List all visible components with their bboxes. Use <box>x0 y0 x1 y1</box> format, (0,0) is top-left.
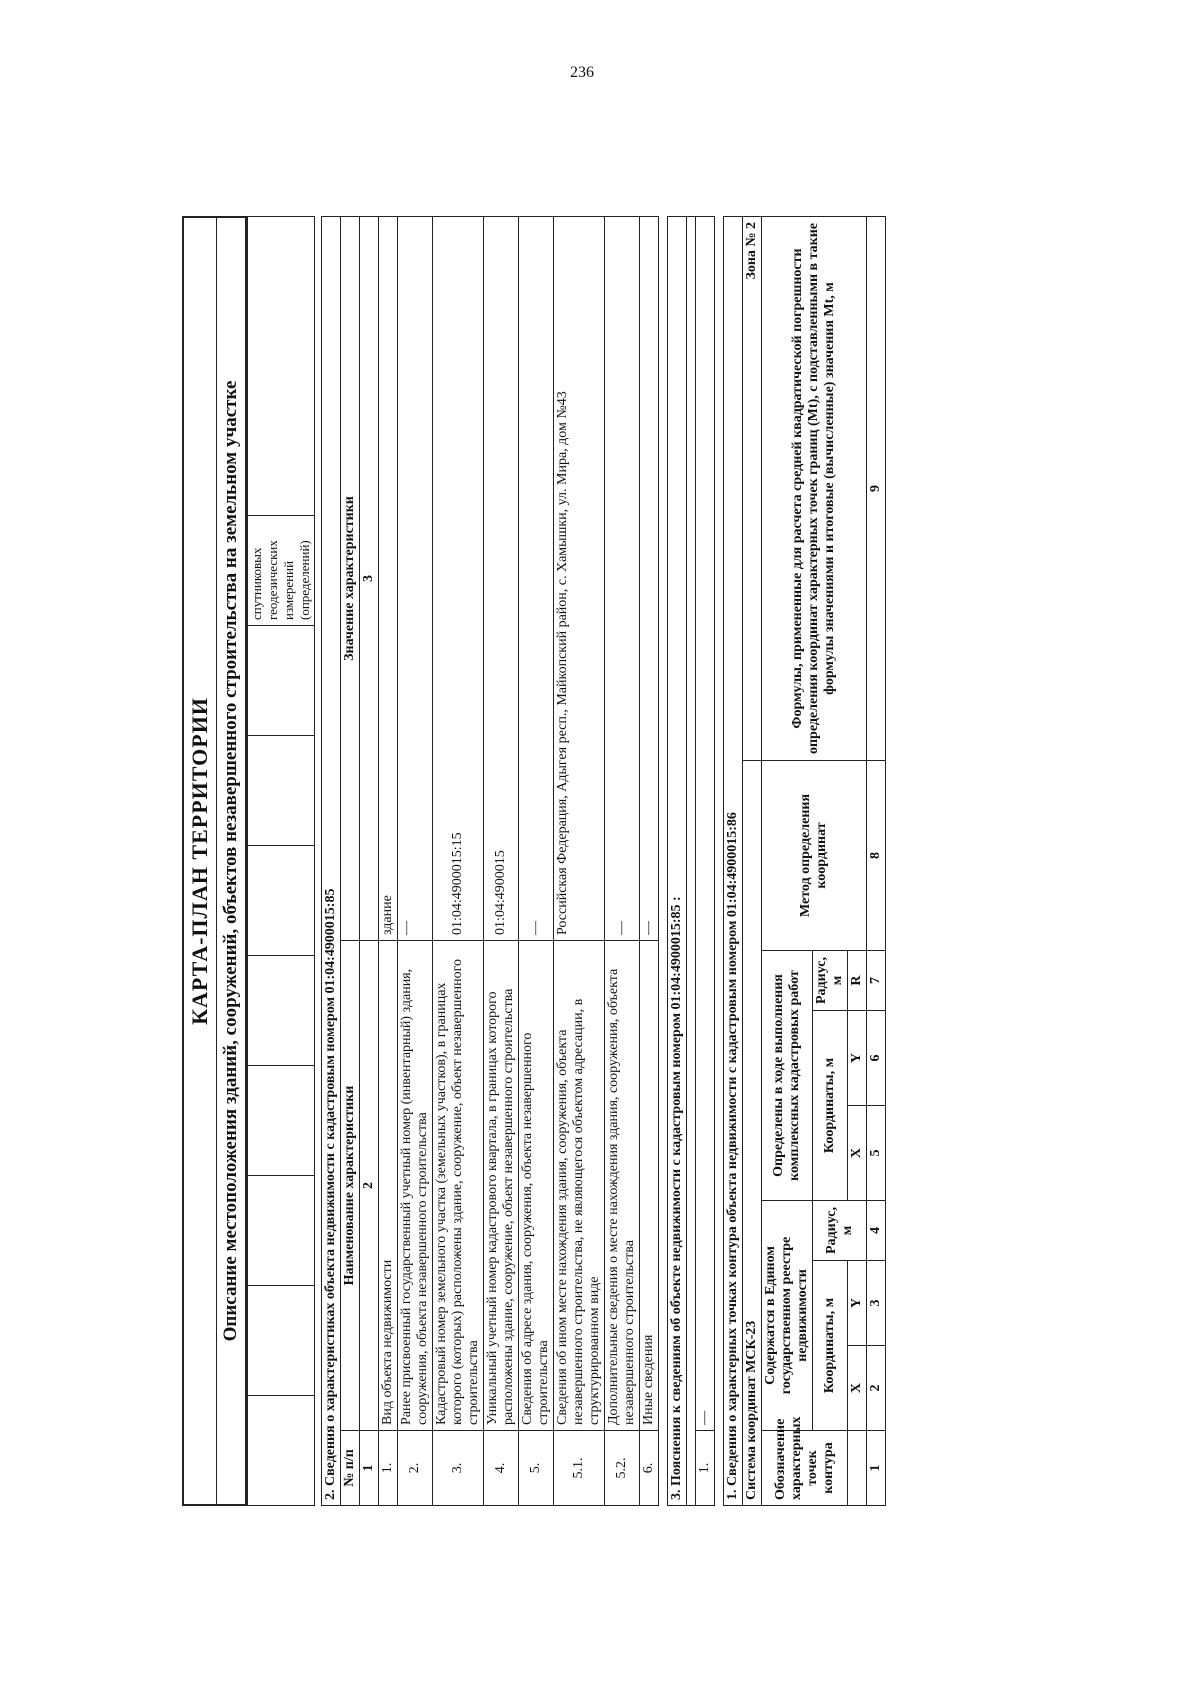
section2-heading: 2. Сведения о характеристиках объекта недвижимости с кадастровым номером 01:04:4900015:85 <box>322 217 341 1506</box>
row-num: 5. <box>519 1431 554 1506</box>
col-number: 4 <box>867 1201 886 1261</box>
table-row <box>605 217 640 1506</box>
characteristics-table <box>321 216 659 1506</box>
document-title: КАРТА-ПЛАН ТЕРРИТОРИИ <box>183 217 217 1505</box>
table-row <box>433 217 484 1506</box>
row-name: Кадастровый номер земельного участка (земельных участков), в границах которого (которых) расположены здание, сооружение, объект незавершенного строительства <box>433 941 484 1431</box>
row-num: 1. <box>696 1431 715 1506</box>
section1b-heading: 1. Сведения о характерных точках контура объекта недвижимости с кадастровым номером 01:04:4900015:86 <box>724 217 743 1506</box>
col-number: 8 <box>867 761 886 951</box>
col-number: 2 <box>867 1346 886 1431</box>
coordinate-system: Система координат МСК-23 <box>743 761 762 1506</box>
col-header-num: № п/п <box>341 1431 360 1506</box>
row-name: Сведения об адресе здания, сооружения, объекта незавершенного строительства <box>519 941 554 1431</box>
row-name: Вид объекта недвижимости <box>379 941 398 1431</box>
table-row <box>484 217 519 1506</box>
row-num: 4. <box>484 1431 519 1506</box>
points-table <box>723 216 886 1506</box>
row-num: 3. <box>433 1431 484 1506</box>
header-radius: Радиус, м <box>813 1201 867 1261</box>
table-row <box>696 217 715 1506</box>
header-complex: Определены в ходе выполнения комплексных кадастровых работ <box>762 951 813 1201</box>
col-number: 1 <box>867 1431 886 1506</box>
row-name: Сведения об ином месте нахождения здания, сооружения, объекта незавершенного строительства, не являющегося объектом адресации, в структурированном виде <box>554 941 605 1431</box>
row-value: — <box>519 217 554 941</box>
table-row <box>519 217 554 1506</box>
row-name: Уникальный учетный номер кадастрового квартала, в границах которого расположены здание, сооружение, объект незавершенного строительства <box>484 941 519 1431</box>
document-subtitle: Описание местоположения зданий, сооружений, объектов незавершенного строительства на земельном участке <box>217 217 247 1505</box>
row-value: — <box>398 217 433 941</box>
col-number: 1 <box>360 1431 379 1506</box>
header-x: X <box>848 1106 867 1201</box>
row-value: здание <box>379 217 398 941</box>
method-note: спутниковых геодезических измерений (определений) <box>248 516 315 626</box>
title-table <box>182 216 247 1506</box>
table-row <box>640 217 659 1506</box>
col-header-name: Наименование характеристики <box>341 941 360 1431</box>
section3-heading: 3. Пояснения к сведениям об объекте недвижимости с кадастровым номером 01:04:4900015:85 : <box>668 217 687 1506</box>
col-number: 2 <box>360 941 379 1431</box>
table-row <box>398 217 433 1506</box>
row-num: 6. <box>640 1431 659 1506</box>
row-num: 2. <box>398 1431 433 1506</box>
row-value: Российская Федерация, Адыгея респ., Майкопский район, с. Хамышки, ул. Мира, дом №43 <box>554 217 605 941</box>
rotated-document <box>182 216 1038 1506</box>
row-num: 5.1. <box>554 1431 605 1506</box>
col-number: 3 <box>867 1261 886 1346</box>
header-egrn: Содержатся в Едином государственном реестре недвижимости <box>762 1201 813 1431</box>
zone: Зона № 2 <box>743 217 762 761</box>
row-value: — <box>696 217 715 1431</box>
col-header-value: Значение характеристики <box>341 217 360 941</box>
table-row <box>379 217 398 1506</box>
header-radius: Радиус, м <box>813 951 848 1011</box>
row-num: 5.2. <box>605 1431 640 1506</box>
row-value: 01:04:4900015:15 <box>433 217 484 941</box>
col-number: 7 <box>867 951 886 1011</box>
header-r: R <box>848 951 867 1011</box>
header-method: Метод определения координат <box>762 761 867 951</box>
header-y: Y <box>848 1261 867 1346</box>
row-name: Ранее присвоенный государственный учетный номер (инвентарный) здания, сооружения, объекта незавершенного строительства <box>398 941 433 1431</box>
col-number: 6 <box>867 1011 886 1106</box>
header-point: Обозначение характерных точек контура <box>762 1431 848 1506</box>
header-y: Y <box>848 1011 867 1106</box>
table-row <box>554 217 605 1506</box>
notes-table <box>667 216 715 1506</box>
header-coords: Координаты, м <box>813 1261 848 1431</box>
row-name: Дополнительные сведения о месте нахождения здания, сооружения, объекта незавершенного строительства <box>605 941 640 1431</box>
header-coords: Координаты, м <box>813 1011 848 1201</box>
header-formula: Формулы, примененные для расчета средней квадратической погрешности определения координат характерных точек границ (Mt), с подставленными в такие формулы значениями и итоговые (вычисленные) значения Mt, м <box>762 217 867 761</box>
row-value: — <box>605 217 640 941</box>
col-number: 9 <box>867 217 886 761</box>
page-number: 236 <box>570 64 594 81</box>
col-number: 3 <box>360 217 379 941</box>
row-name: Иные сведения <box>640 941 659 1431</box>
row-value: — <box>640 217 659 941</box>
row-num: 1. <box>379 1431 398 1506</box>
row-value: 01:04:4900015 <box>484 217 519 941</box>
method-strip <box>247 216 315 1506</box>
header-x: X <box>848 1346 867 1431</box>
col-number: 5 <box>867 1106 886 1201</box>
